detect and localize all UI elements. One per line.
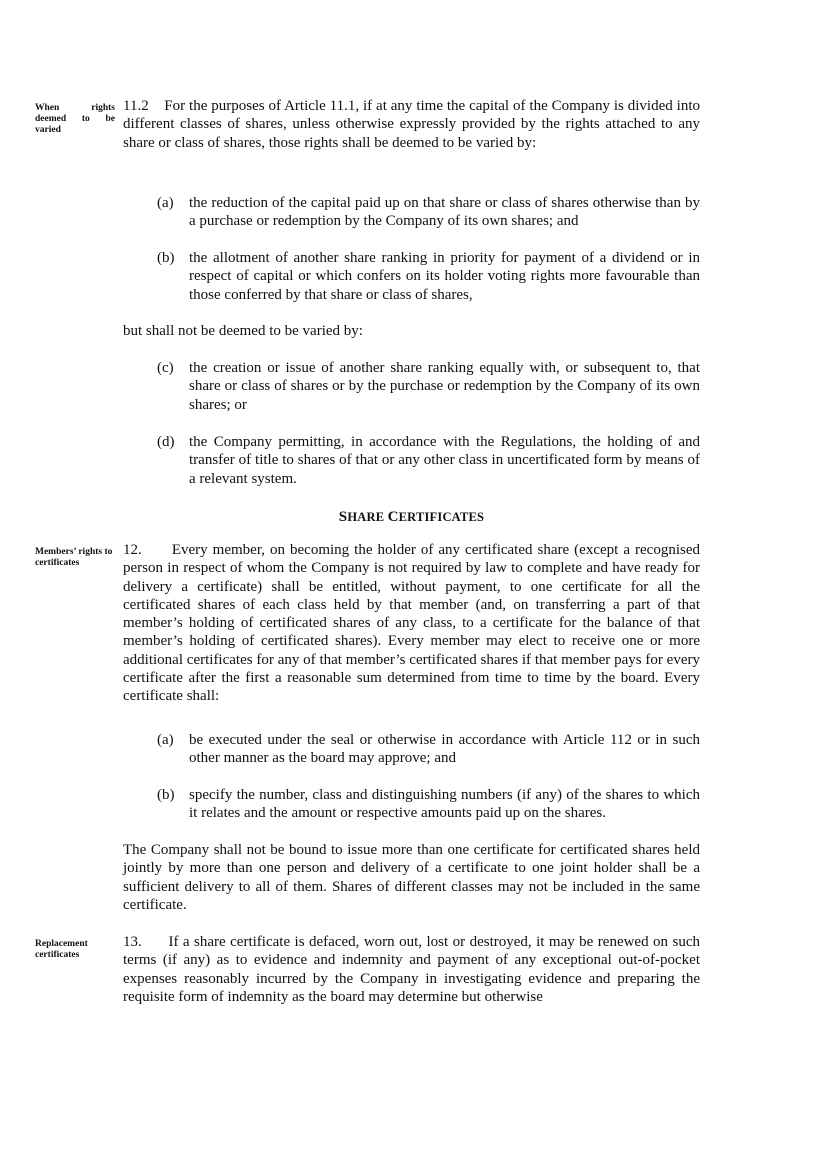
item-label: (c) [157, 360, 174, 376]
heading-initial-c: C [387, 509, 399, 525]
heading-rest-ertificates: ERTIFICATES [398, 510, 485, 524]
clause-12-item-a [157, 731, 700, 768]
clause-13-paragraph: 13. If a share certificate is defaced, worn out, lost or destroyed, it may be renewed on such terms (if any) as to evidence and indemnity and payment of any exceptional out-of-pocket expenses reasonably incurred by the Company in investigating evidence and preparing the requisite form of indemnity as the board may determine but otherwise [123, 934, 700, 1005]
item-text: the reduction of the capital paid up on that share or class of shares otherwise than by a purchase or redemption by the Company of its own shares; and [189, 195, 700, 230]
clause-11-2-item-d [157, 433, 700, 488]
clause-11-2-connector: but shall not be deemed to be varied by: [123, 323, 363, 339]
clause-12-item-b [157, 786, 700, 823]
item-label: (a) [157, 195, 174, 211]
item-text: specify the number, class and distinguishing numbers (if any) of the shares to which it relates and the amount or respective amounts paid up on the shares. [189, 787, 700, 822]
item-text: the allotment of another share ranking in priority for payment of a dividend or in respect of capital or which confers on its holder voting rights more favourable than those conferred by that share or class of shares, [189, 250, 700, 303]
heading-rest-hare: HARE [347, 510, 388, 524]
margin-note-rights-varied: When rights deemed to be varied [35, 103, 115, 135]
margin-note-replacement: Replacement certificates [35, 939, 88, 960]
clause-12-closing: The Company shall not be bound to issue more than one certificate for certificated shares held jointly by more than one person and delivery of a certificate to one joint holder shall be a sufficient delivery to all of them. Shares of different classes may not be included in the same certificate. [123, 842, 700, 913]
item-label: (a) [157, 732, 174, 748]
clause-11-2-item-c [157, 359, 700, 414]
section-heading-share-certificates [123, 509, 700, 526]
clause-11-2-item-a [157, 194, 700, 231]
clause-12-paragraph: 12. Every member, on becoming the holder of any certificated share (except a recognised person in respect of whom the Company is not required by law to complete and have ready for delivery a certificate) shall be entitled, without payment, to one certificate for all the certificated shares of each class held by that member (and, on transferring a part of that member’s holding of certificated shares of any class, to a certificate for the balance of that member’s holding of certificated shares). Every member may elect to receive one or more additional certificates for any of that member’s certificated shares if that member pays for every certificate after the first a reasonable sum determined from time to time by the board. Every certificate shall: [123, 542, 700, 705]
clause-11-2-paragraph: 11.2 For the purposes of Article 11.1, if at any time the capital of the Company is divided into different classes of shares, unless otherwise expressly provided by the rights attached to any share or class of shares, those rights shall be deemed to be varied by: [123, 98, 700, 151]
item-label: (d) [157, 434, 175, 450]
margin-note-members-rights: Members’ rights to certificates [35, 547, 113, 568]
clause-11-2-item-b [157, 249, 700, 304]
item-text: the Company permitting, in accordance with the Regulations, the holding of and transfer of title to shares of that or any other class in uncertificated form by means of a relevant system. [189, 434, 700, 487]
heading-initial-s: S [338, 509, 348, 525]
item-label: (b) [157, 250, 175, 266]
item-text: be executed under the seal or otherwise in accordance with Article 112 or in such other manner as the board may approve; and [189, 732, 700, 767]
item-label: (b) [157, 787, 175, 803]
item-text: the creation or issue of another share ranking equally with, or subsequent to, that share or class of shares or by the purchase or redemption by the Company of its own shares; or [189, 360, 700, 413]
